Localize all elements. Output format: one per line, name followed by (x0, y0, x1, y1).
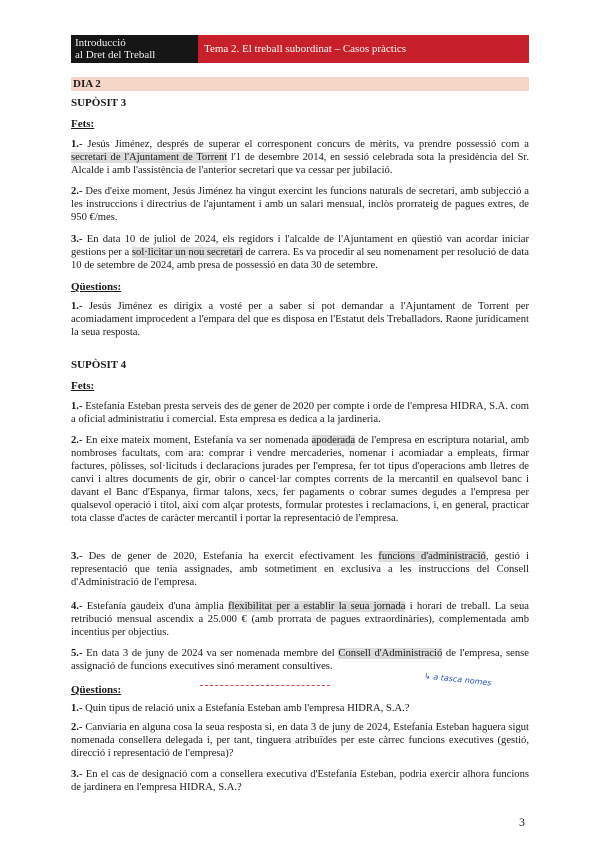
question-text: Jesús Jiménez es dirigix a vosté per a saber si pot demandar a l'Ajuntament de Torrent per acomiadament improcedent a l'empara del que es disposa en l'Estatut dels Treballadors. Raone jurídicament la seua resposta. (71, 301, 529, 338)
case-4-fact-4 (71, 600, 529, 639)
case-3-question-1 (71, 300, 529, 339)
case-4-question-3 (71, 768, 529, 794)
fact-number: 4.- (71, 601, 83, 612)
case-4-fact-5 (71, 647, 529, 673)
case-3-fact-3 (71, 233, 529, 272)
case-3-fact-2 (71, 185, 529, 224)
fact-number: 1.- (71, 139, 83, 150)
highlighted-text: Consell d'Administració (338, 648, 443, 659)
fact-number: 2.- (71, 435, 83, 446)
highlighted-text: sol·licitar un nou secretari (131, 247, 243, 258)
day-label: DIA 2 (71, 77, 529, 91)
fact-text: de carrera. Es va procedir al seu nomenament per resolució de data 10 de setembre de 2024, amb presa de possessió en data 30 de setembre. (71, 247, 530, 271)
course-title-line-2: al Dret del Treball (75, 49, 156, 61)
question-number: 1.- (71, 301, 83, 312)
case-4-fact-3 (71, 550, 529, 589)
fact-number: 2.- (71, 186, 83, 197)
fact-text: Des de gener de 2020, Estefanía ha exercit efectivament les (82, 551, 379, 562)
fact-text: Des d'eixe moment, Jesús Jiménez ha vingut exercint les funcions naturals de secretari, amb subjecció a les instruccions i directrius de l'ajuntament i amb un salari mensual, inclòs prorrateig de pagues extres, de 950 €/mes. (71, 186, 529, 223)
page-header (71, 35, 529, 63)
question-number: 3.- (71, 769, 83, 780)
case-3-facts-label: Fets: (71, 118, 95, 130)
fact-number: 1.- (71, 401, 83, 412)
fact-text: Estefanía Esteban presta serveis des de gener de 2020 per compte i orde de l'empresa HIDRA, S.A. com a oficial administratiu i comercial. Esta empresa es dedica a la jardineria. (71, 401, 529, 425)
fact-text: Estefanía gaudeix d'una àmplia (82, 601, 229, 612)
highlighted-text: secretari de l'Ajuntament de Torrent (71, 152, 228, 163)
highlighted-text: funcions d'administració (378, 551, 486, 562)
fact-number: 3.- (71, 234, 83, 245)
course-title (71, 35, 198, 63)
fact-text: de l'empresa en escriptura notarial, amb nombroses facultats, com ara: comprar i vendre mercaderies, nomenar i acomiadar a empleats, firmar factures, pòlisses, sol·licituds i declaracions jurades per l'empresa, fer tot tipus d'operacions amb lletres de canvi i altres documents de gir, obrir o cancel·lar comptes corrents de la mercantil en qualsevol banc i davant el Banc d'Espanya, firmar talons, xecs, fer pagaments o cobrar sumes degudes a l'empresa per qualsevol operació i títol, així com alçar protests, formular protestes i reclamacions, i, en general, practicar tota classe d'actes de caràcter mercantil i portar la representació de l'empresa. (71, 435, 529, 524)
fact-text: l'1 de desembre 2014, en sessió celebrada sota la presidència del Sr. Alcalde i amb l'assistència de l'anterior secretari que va cessar per jubilació. (71, 152, 529, 176)
page-number: 3 (519, 815, 525, 829)
question-number: 2.- (71, 722, 83, 733)
fact-text: En data 10 de juliol de 2024, els regidors i l'alcalde de l'Ajuntament en qüestió van acordar iniciar gestions per a (71, 234, 529, 258)
handwritten-note: ↳ a tasca nomes (423, 671, 492, 688)
case-4-fact-2 (71, 434, 529, 525)
case-3-questions-label: Qüestions: (71, 281, 122, 293)
question-text: En el cas de designació com a consellera executiva d'Estefanía Esteban, podria exercir alhora funcions de jardinera en l'empresa HIDRA, S.A.? (71, 769, 529, 793)
fact-number: 3.- (71, 551, 83, 562)
question-text: Quin tipus de relació unix a Estefanía Esteban amb l'empresa HIDRA, S.A.? (82, 703, 410, 714)
case-4-facts-label: Fets: (71, 380, 95, 392)
case-3-fact-1 (71, 138, 529, 177)
case-4-title: SUPÒSIT 4 (71, 359, 127, 371)
question-number: 1.- (71, 703, 83, 714)
case-4-question-1 (71, 702, 529, 715)
case-4-fact-1 (71, 400, 529, 426)
highlighted-text: flexibilitat per a establir la seua jornada (228, 601, 406, 612)
fact-text: , gestió i representació que tenia assignades, amb sotmetiment en exclusiva a les instruccions del Consell d'Administració de l'empresa. (71, 551, 530, 588)
fact-text: de l'empresa, sense assignació de funcions executives sinó merament consultives. (71, 648, 529, 672)
highlighted-text: apoderada (311, 435, 356, 446)
fact-text: Jesús Jiménez, després de superar el corresponent concurs de mèrits, va prendre possessió com a (82, 139, 529, 150)
topic-title: Tema 2. El treball subordinat – Casos pràctics (198, 35, 529, 63)
course-title-line-1: Introducció (75, 37, 126, 49)
case-4-question-2 (71, 721, 529, 760)
case-4-questions-label: Qüestions: (71, 684, 122, 696)
fact-text: En data 3 de juny de 2024 va ser nomenada membre del (82, 648, 339, 659)
fact-text: En eixe mateix moment, Estefanía va ser nomenada (82, 435, 312, 446)
question-text: Canviaria en alguna cosa la seua resposta si, en data 3 de juny de 2024, Estefanía Esteban haguera sigut nomenada consellera delegada i, per tant, tinguera atribuïdes per este càrrec funcions executives (gestió, direcció i representació de l'empresa)? (71, 722, 529, 759)
case-3-title: SUPÒSIT 3 (71, 97, 127, 109)
fact-number: 5.- (71, 648, 83, 659)
fact-text: i horari de treball. La seua retribució mensual ascendix a 25.000 € (amb prorrata de pagues extraordinàries), complementada amb incentius per objectius. (71, 601, 529, 638)
